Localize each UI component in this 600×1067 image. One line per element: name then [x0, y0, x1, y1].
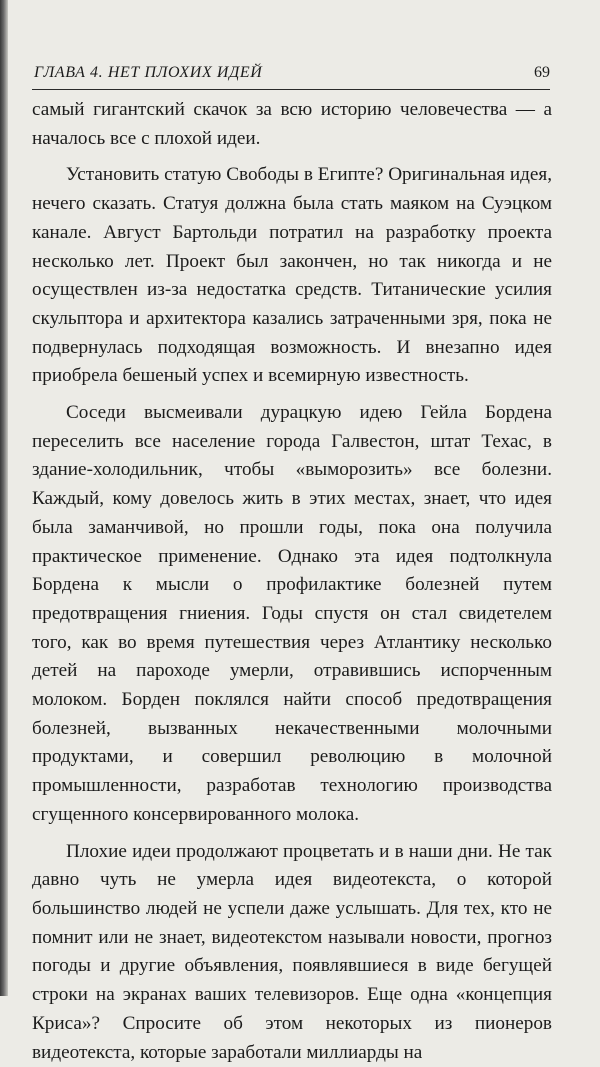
page-header [34, 64, 552, 86]
body-text [32, 96, 552, 1067]
book-spine-shadow [0, 0, 8, 996]
page-number: 69 [534, 64, 550, 81]
paragraph-gap [32, 153, 552, 161]
paragraph-statue-of-liberty: Установить статую Свободы в Египте? Оригинальная идея, нечего сказать. Статуя должна была стать маяком на Суэцком канале. Август Бартольди потратил на разработку проекта несколько лет. Проект был закончен, но так никогда и не осуществлен из-за недостатка средств. Титанические усилия скульптора и архитектора казались затраченными зря, пока не подвернулась подходящая возможность. И внезапно идея приобрела бешеный успех и всемирную известность. [32, 164, 552, 387]
paragraph-continuation: самый гигантский скачок за всю историю человечества — а началось все с плохой идеи. [32, 99, 552, 149]
running-head: ГЛАВА 4. НЕТ ПЛОХИХ ИДЕЙ [34, 64, 263, 81]
paragraph-gap [32, 391, 552, 399]
paragraph-gap [32, 830, 552, 838]
header-rule [32, 89, 550, 90]
paragraph-borden: Соседи высмеивали дурацкую идею Гейла Бордена переселить все население города Галвестон, штат Техас, в здание-холодильник, чтобы «выморозить» все болезни. Каждый, кому довелось жить в этих местах, знает, что идея была заманчивой, но прошли годы, пока она получила практическое применение. Однако эта идея подтолкнула Бордена к мысли о профилактике болезней путем предотвращения гниения. Годы спустя он стал свидетелем того, как во время путешествия через Атлантику несколько детей на пароходе умерли, отравившись испорченным молоком. Борден поклялся найти способ предотвращения болезней, вызванных некачественными молочными продуктами, и совершил революцию в молочной промышленности, разработав технологию производства сгущенного консервированного молока. [32, 402, 552, 825]
paragraph-videotext: Плохие идеи продолжают процветать и в наши дни. Не так давно чуть не умерла идея видеотекста, о которой большинство людей не успели даже услышать. Для тех, кто не помнит или не знает, видеотекстом называли новости, прогноз погоды и другие объявления, появлявшиеся в виде бегущей строки на экранах ваших телевизоров. Еще одна «концепция Криса»? Спросите об этом некоторых из пионеров видеотекста, которые заработали миллиарды на [32, 840, 552, 1063]
